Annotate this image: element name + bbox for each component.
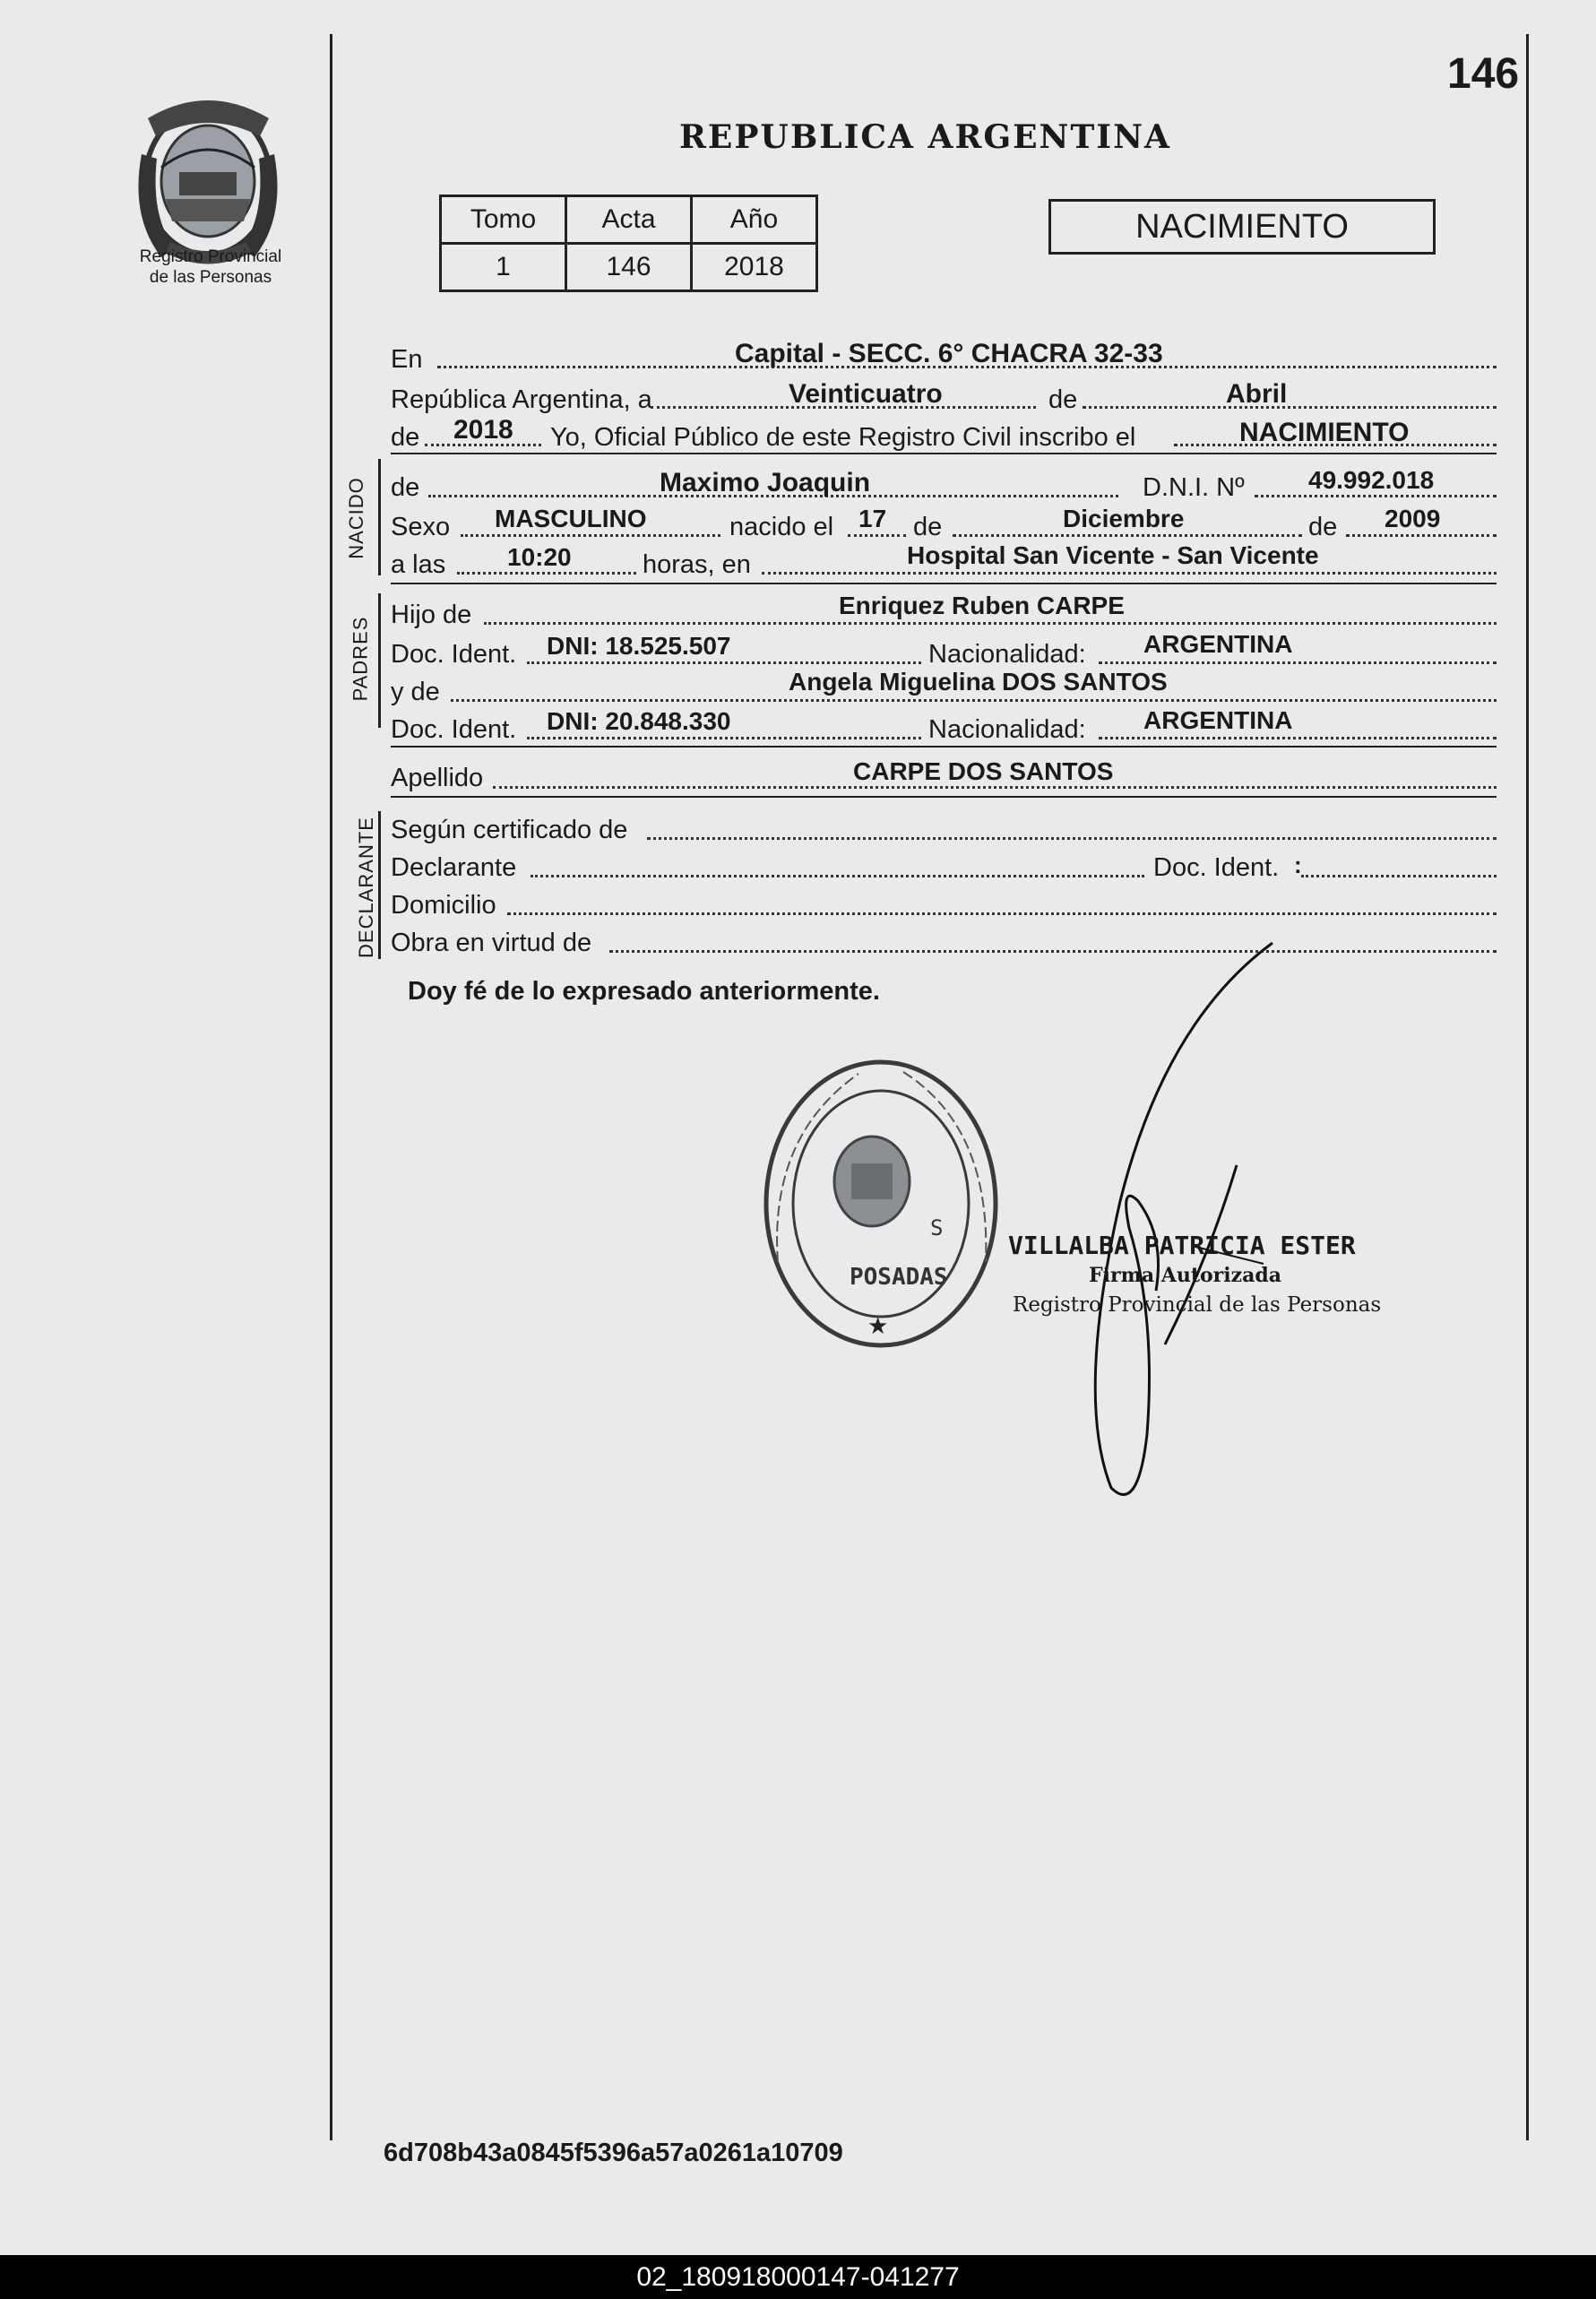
obra-label: Obra en virtud de — [391, 929, 592, 957]
apellido-label: Apellido — [391, 764, 484, 792]
horas-en-label: horas, en — [643, 550, 751, 579]
birth-month-dotted-line — [953, 534, 1302, 537]
record-type-box: NACIMIENTO — [1048, 199, 1436, 255]
birth-place-dotted-line — [762, 572, 1497, 575]
father-nationality-label: Nacionalidad: — [928, 640, 1086, 669]
mother-nationality-value: ARGENTINA — [1143, 706, 1293, 734]
document-hash: 6d708b43a0845f5396a57a0261a10709 — [384, 2139, 843, 2167]
anio-value: 2018 — [692, 244, 817, 291]
month-value: Abril — [1226, 379, 1288, 409]
registry-label-line1: Registro Provincial — [139, 247, 282, 266]
birth-day-dotted-line — [848, 534, 906, 537]
svg-text:POSADAS: POSADAS — [850, 1264, 948, 1291]
acta-header: Acta — [566, 196, 692, 244]
svg-text:S: S — [930, 1215, 944, 1240]
padres-bracket — [378, 593, 381, 728]
segun-dotted-line — [647, 837, 1497, 840]
birth-de-label: de — [913, 513, 943, 541]
anio-header: Año — [692, 196, 817, 244]
footer-bar: 02_180918000147-041277 — [0, 2255, 1596, 2299]
nacido-section-label: NACIDO — [344, 477, 367, 559]
de-label: de — [1048, 385, 1078, 414]
section-divider-2 — [391, 583, 1497, 584]
birth-day-value: 17 — [858, 505, 887, 532]
sexo-value: MASCULINO — [495, 505, 647, 532]
birth-de-label-2: de — [1308, 513, 1338, 541]
declarante-doc-value: : — [1294, 851, 1302, 878]
declarante-doc-label: Doc. Ident. — [1153, 853, 1280, 882]
signer-name: VILLALBA PATRICIA ESTER — [1008, 1231, 1356, 1260]
hijo-de-label: Hijo de — [391, 601, 472, 629]
page-number: 146 — [1447, 50, 1520, 98]
father-doc-value: DNI: 18.525.507 — [547, 632, 731, 660]
right-margin-line — [1526, 34, 1529, 2140]
de-year-label: de — [391, 423, 420, 452]
obra-dotted-line — [609, 950, 1497, 953]
record-table-header-row — [441, 196, 817, 244]
sexo-label: Sexo — [391, 513, 451, 541]
a-las-label: a las — [391, 550, 446, 579]
mother-doc-dotted-line — [527, 737, 921, 739]
month-dotted-line — [1083, 406, 1497, 409]
tomo-value: 1 — [441, 244, 566, 291]
father-dotted-line — [484, 622, 1497, 625]
svg-text:★: ★ — [867, 1313, 889, 1340]
father-name-value: Enriquez Ruben CARPE — [839, 592, 1125, 619]
declarante-section-label: DECLARANTE — [354, 817, 377, 958]
closing-statement: Doy fé de lo expresado anteriormente. — [408, 977, 880, 1006]
segun-certificado-label: Según certificado de — [391, 816, 628, 844]
year-value: 2018 — [453, 415, 513, 445]
apellido-value: CARPE DOS SANTOS — [853, 757, 1114, 785]
section-divider-3 — [391, 746, 1497, 748]
section-divider-1 — [391, 453, 1497, 454]
mother-name-value: Angela Miguelina DOS SANTOS — [789, 668, 1168, 696]
mother-dotted-line — [451, 699, 1497, 702]
mother-doc-value: DNI: 20.848.330 — [547, 707, 731, 735]
declarante-doc-dotted-line — [1301, 875, 1497, 877]
father-nationality-dotted-line — [1099, 661, 1497, 664]
nacido-el-label: nacido el — [729, 513, 834, 541]
father-doc-dotted-line — [527, 661, 921, 664]
registry-label — [108, 246, 314, 288]
declarante-dotted-line — [531, 875, 1144, 877]
place-value: Capital - SECC. 6° CHACRA 32-33 — [735, 339, 1163, 368]
mother-nationality-dotted-line — [1099, 737, 1497, 739]
record-table — [439, 194, 818, 292]
misiones-crest-icon — [125, 82, 291, 271]
dni-dotted-line — [1255, 495, 1497, 497]
time-dotted-line — [457, 572, 636, 575]
section-divider-4 — [391, 796, 1497, 798]
father-nationality-value: ARGENTINA — [1143, 630, 1293, 658]
day-words-value: Veinticuatro — [789, 379, 943, 409]
official-stamp-icon — [751, 1029, 1011, 1352]
event-value: NACIMIENTO — [1239, 418, 1410, 447]
oficial-text: Yo, Oficial Público de este Registro Civil inscribo el — [550, 423, 1136, 452]
padres-section-label: PADRES — [349, 616, 372, 702]
left-margin-line — [330, 34, 332, 2140]
apellido-dotted-line — [493, 786, 1497, 789]
tomo-header: Tomo — [441, 196, 566, 244]
birth-place-value: Hospital San Vicente - San Vicente — [907, 541, 1319, 569]
declarante-bracket — [378, 811, 381, 959]
y-de-label: y de — [391, 678, 440, 706]
dni-label: D.N.I. Nº — [1143, 473, 1245, 502]
nacido-bracket — [378, 459, 381, 575]
father-doc-label: Doc. Ident. — [391, 640, 517, 669]
child-dni-value: 49.992.018 — [1308, 466, 1435, 494]
birth-year-dotted-line — [1346, 534, 1497, 537]
mother-doc-label: Doc. Ident. — [391, 715, 517, 744]
birth-year-value: 2009 — [1385, 505, 1441, 532]
acta-value: 146 — [566, 244, 692, 291]
declarante-label: Declarante — [391, 853, 517, 882]
republica-label: República Argentina, a — [391, 385, 652, 414]
signer-organization: Registro Provincial de las Personas — [1013, 1293, 1382, 1317]
handwritten-signature — [1057, 932, 1290, 1515]
country-heading: REPUBLICA ARGENTINA — [679, 118, 1171, 156]
signer-role: Firma Autorizada — [1089, 1264, 1281, 1287]
mother-nationality-label: Nacionalidad: — [928, 715, 1086, 744]
record-table-value-row — [441, 244, 817, 291]
nacido-de-label: de — [391, 473, 420, 502]
time-value: 10:20 — [507, 543, 572, 571]
domicilio-dotted-line — [507, 912, 1497, 915]
birth-month-value: Diciembre — [1063, 505, 1185, 532]
registry-label-line2: de las Personas — [149, 268, 272, 287]
en-label: En — [391, 345, 423, 374]
domicilio-label: Domicilio — [391, 891, 496, 920]
child-name-value: Maximo Joaquin — [660, 468, 871, 497]
sexo-dotted-line — [461, 534, 720, 537]
